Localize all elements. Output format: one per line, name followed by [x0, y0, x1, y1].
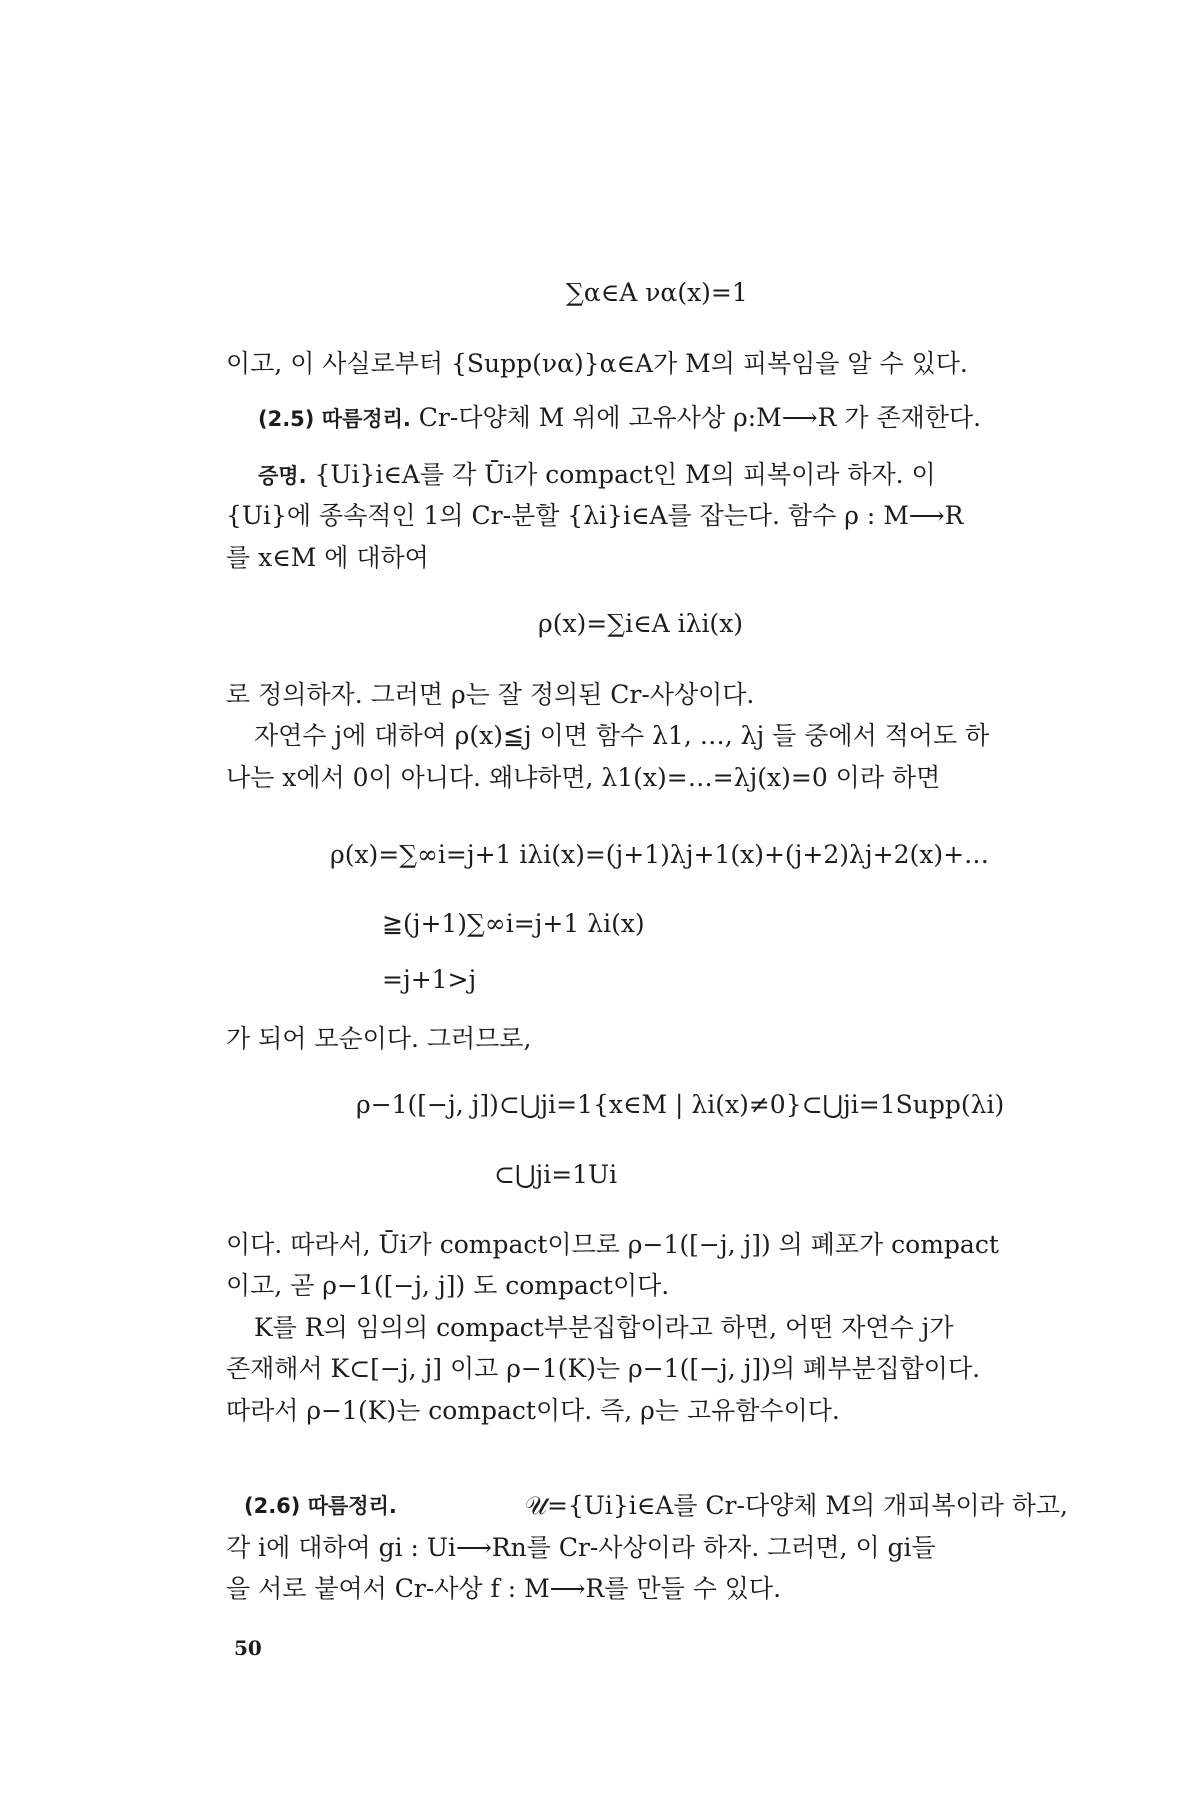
proof-text: {Ui}i∈A를 각 Ūi가 compact인 M의 피복이라 하자. 이 — [314, 460, 936, 489]
equation-inequality-2: ≧(j+1)∑∞i=j+1 λi(x) — [382, 909, 645, 938]
paragraph-line: 을 서로 붙여서 Cr-사상 f : M⟶R를 만들 수 있다. — [226, 1574, 782, 1603]
proof-line — [258, 458, 1068, 493]
proof-line: 를 x∈M 에 대하여 — [226, 543, 429, 572]
equation-sum-nu: ∑α∈A να(x)=1 — [566, 278, 748, 307]
proof-label: 증명. — [258, 464, 307, 488]
page-number: 50 — [234, 1636, 262, 1660]
paragraph-line: 가 되어 모순이다. 그러므로, — [226, 1024, 532, 1053]
corollary-text: 𝒰={Ui}i∈A를 Cr-다양체 M의 개피복이라 하고, — [524, 1491, 1068, 1520]
equation-inequality-1: ρ(x)=∑∞i=j+1 iλi(x)=(j+1)λj+1(x)+(j+2)λj+2(x)+… — [330, 840, 990, 869]
corollary-label: (2.5) 따름정리. — [258, 407, 411, 431]
paragraph-line: 자연수 j에 대하여 ρ(x)≦j 이면 함수 λ1, …, λj 들 중에서 적어도 하 — [254, 721, 990, 750]
paragraph-line: 이다. 따라서, Ūi가 compact이므로 ρ−1([−j, j]) 의 폐포가 compact — [226, 1230, 999, 1259]
paragraph-line: 따라서 ρ−1(K)는 compact이다. 즉, ρ는 고유함수이다. — [226, 1396, 840, 1425]
corollary-2-5 — [258, 401, 1100, 436]
paragraph-line: 로 정의하자. 그러면 ρ는 잘 정의된 Cr-사상이다. — [226, 680, 755, 709]
paragraph-line: 이고, 곧 ρ−1([−j, j]) 도 compact이다. — [226, 1271, 670, 1300]
paragraph-line: K를 R의 임의의 compact부분집합이라고 하면, 어떤 자연수 j가 — [254, 1313, 954, 1342]
equation-inclusion-1: ρ−1([−j, j])⊂⋃ji=1{x∈M | λi(x)≠0}⊂⋃ji=1Supp(λi) — [356, 1090, 1005, 1119]
equation-inclusion-2: ⊂⋃ji=1Ui — [494, 1160, 618, 1189]
paragraph-line: 존재해서 K⊂[−j, j] 이고 ρ−1(K)는 ρ−1([−j, j])의 폐부분집합이다. — [226, 1354, 981, 1383]
proof-line: {Ui}에 종속적인 1의 Cr-분할 {λi}i∈A를 잡는다. 함수 ρ : M⟶R — [226, 501, 964, 530]
paragraph-line: 각 i에 대하여 gi : Ui⟶Rn를 Cr-사상이라 하자. 그러면, 이 gi들 — [226, 1533, 936, 1562]
corollary-text: Cr-다양체 M 위에 고유사상 ρ:M⟶R 가 존재한다. — [418, 403, 982, 432]
paragraph-line: 이고, 이 사실로부터 {Supp(να)}α∈A가 M의 피복임을 알 수 있다. — [226, 349, 968, 378]
equation-inequality-3: =j+1>j — [382, 965, 477, 994]
corollary-2-6 — [244, 1489, 1068, 1523]
corollary-label: (2.6) 따름정리. — [244, 1494, 397, 1518]
equation-rho-definition: ρ(x)=∑i∈A iλi(x) — [538, 609, 744, 638]
paragraph-line: 나는 x에서 0이 아니다. 왜냐하면, λ1(x)=…=λj(x)=0 이라 하면 — [226, 763, 941, 792]
